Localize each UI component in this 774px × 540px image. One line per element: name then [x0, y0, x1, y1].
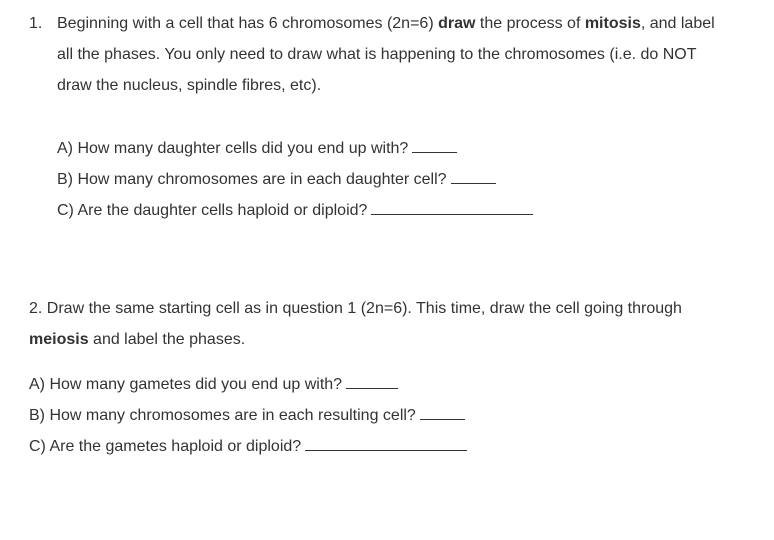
question-1 — [29, 8, 729, 101]
question-2-part-c — [29, 431, 467, 462]
question-1-prompt — [57, 8, 729, 101]
question-1-text-3: , and label all the phases. You only need to draw what is happening to the chromosomes (i.e. do NOT draw the nucleus, spindle fibres, etc). — [57, 15, 715, 94]
question-2-part-b — [29, 400, 467, 431]
answer-blank-2c — [305, 433, 467, 451]
question-2-part-a-text: A) How many gametes did you end up with? — [29, 376, 343, 393]
question-2-part-c-text: C) Are the gametes haploid or diploid? — [29, 438, 302, 455]
answer-blank-2a — [346, 371, 398, 389]
question-1-bold-draw: draw — [438, 15, 476, 32]
answer-blank-2b — [420, 402, 465, 420]
question-1-part-c — [57, 195, 533, 226]
question-2-subquestions — [29, 369, 467, 462]
question-1-bold-mitosis: mitosis — [584, 15, 641, 32]
question-1-part-a-text: A) How many daughter cells did you end up with? — [57, 140, 409, 157]
question-1-part-b — [57, 164, 533, 195]
question-1-part-a — [57, 133, 533, 164]
answer-blank-1b — [451, 166, 496, 184]
question-1-part-b-text: B) How many chromosomes are in each daughter cell? — [57, 171, 447, 188]
question-2-bold-meiosis: meiosis — [29, 331, 89, 348]
question-2 — [29, 293, 729, 355]
question-1-text-1: Beginning with a cell that has 6 chromosomes (2n=6) — [57, 15, 439, 32]
question-2-text-1: 2. Draw the same starting cell as in question 1 (2n=6). This time, draw the cell going through — [29, 300, 682, 317]
question-1-number: 1. — [29, 15, 43, 32]
answer-blank-1a — [412, 135, 457, 153]
question-2-text-2: and label the phases. — [88, 331, 246, 348]
question-1-subquestions — [57, 133, 533, 226]
question-2-part-b-text: B) How many chromosomes are in each resulting cell? — [29, 407, 416, 424]
question-1-text-2: the process of — [475, 15, 585, 32]
answer-blank-1c — [371, 197, 533, 215]
question-1-part-c-text: C) Are the daughter cells haploid or diploid? — [57, 202, 368, 219]
question-2-part-a — [29, 369, 467, 400]
